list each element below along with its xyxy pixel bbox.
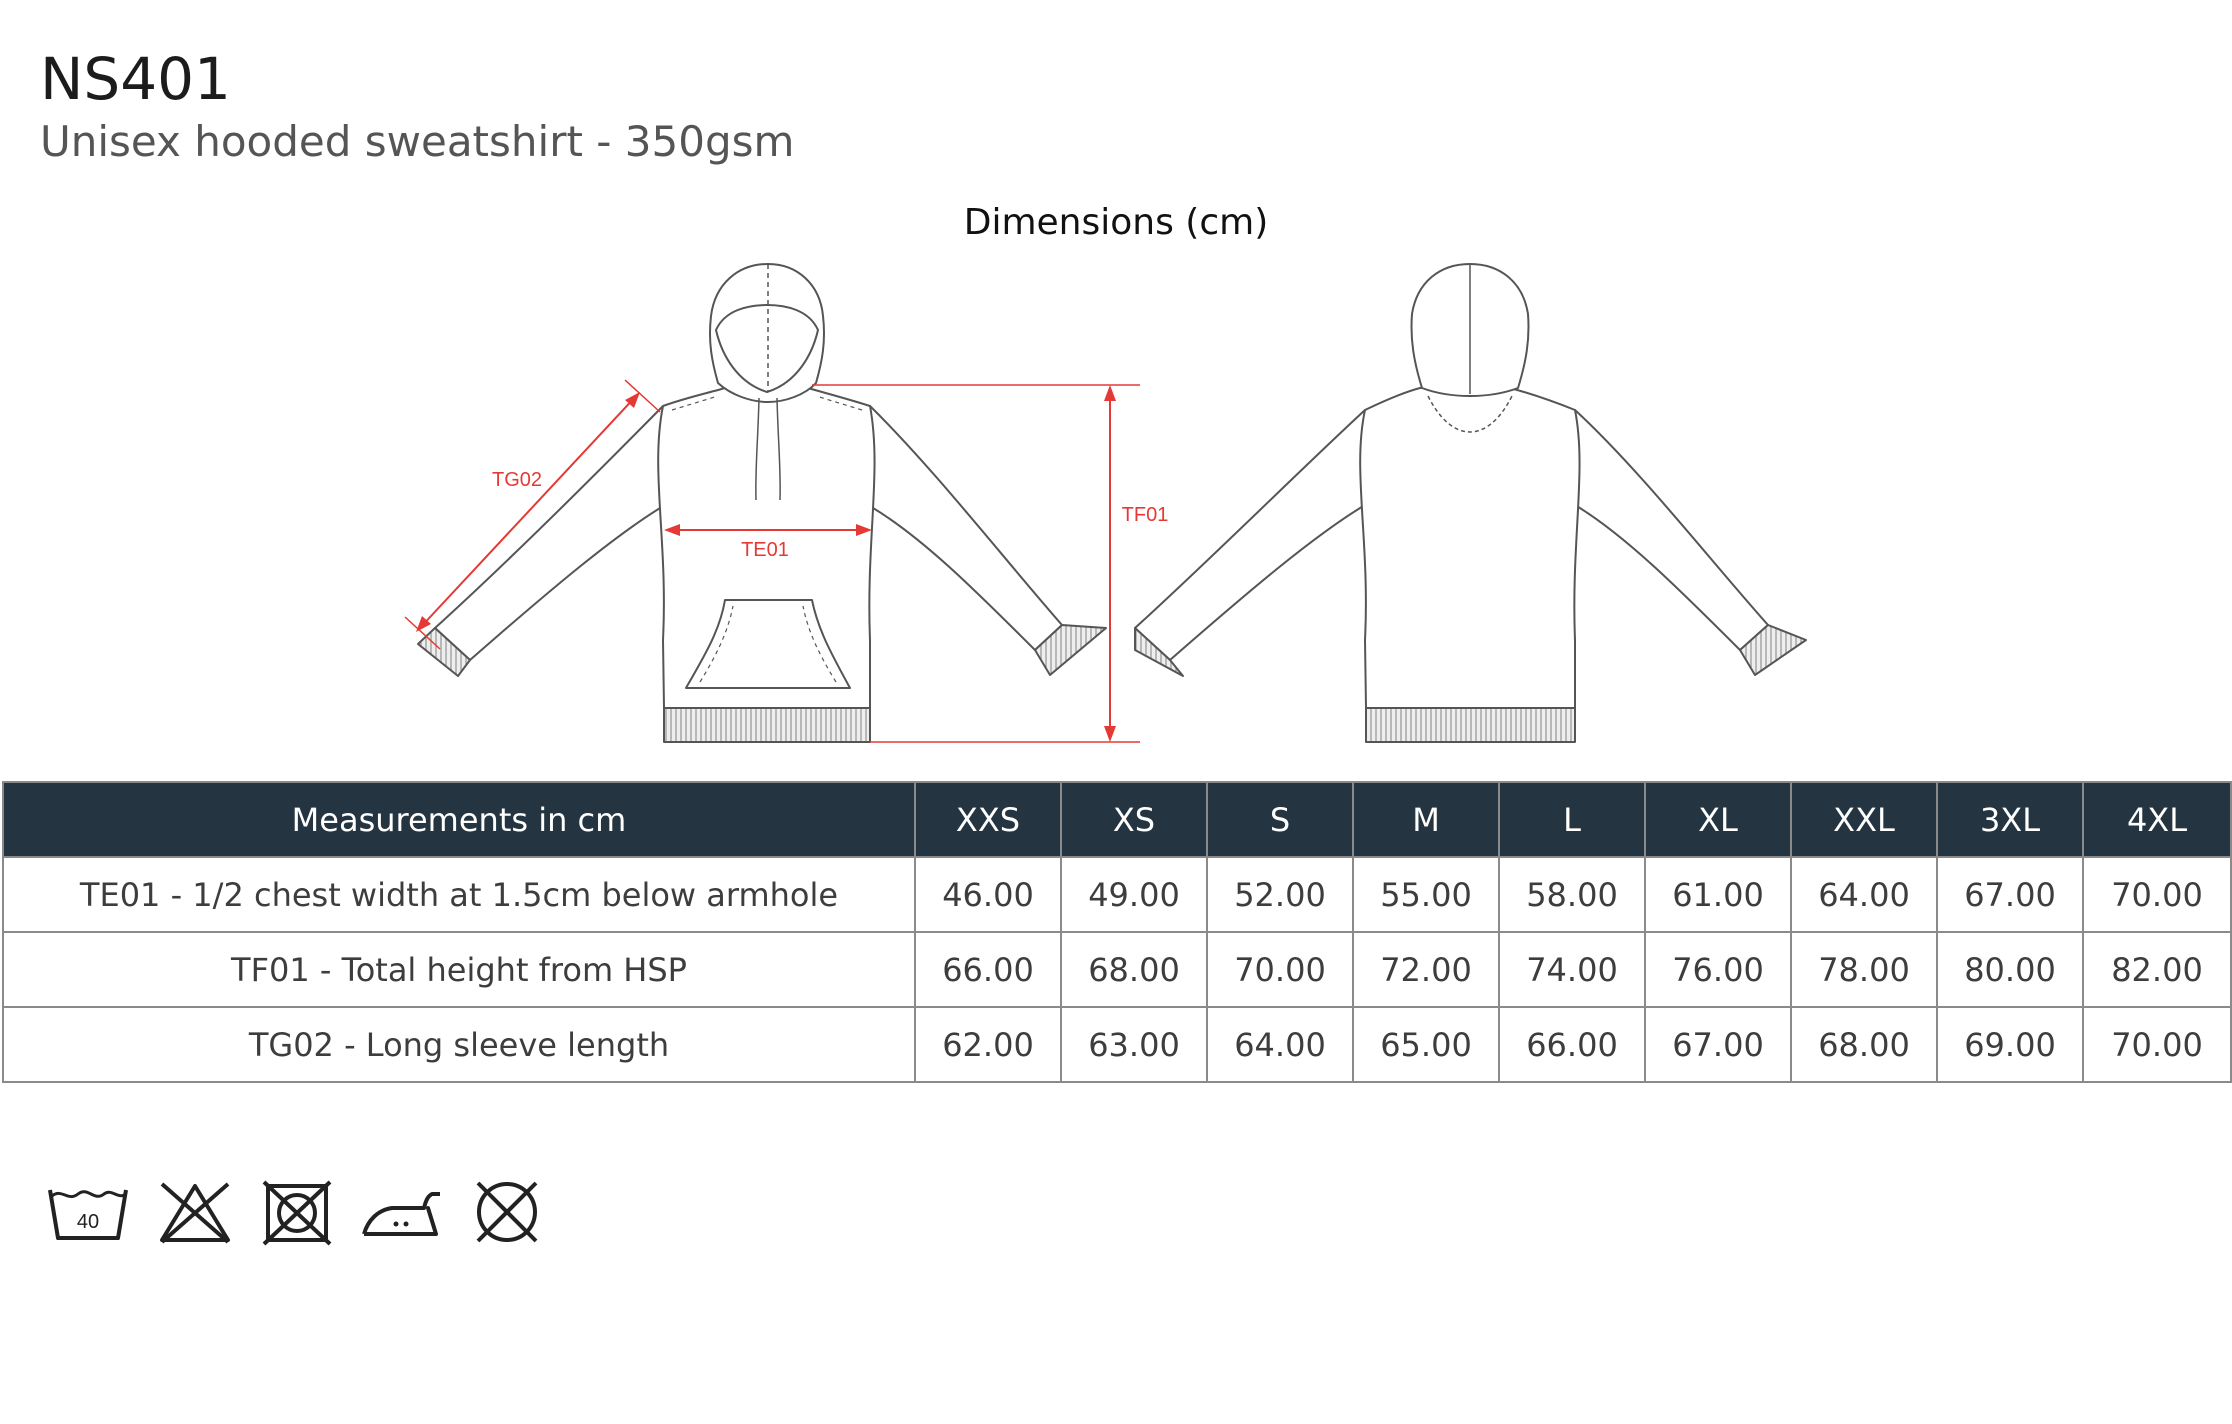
tf01-label: TF01 (1121, 504, 1169, 526)
table-row (3, 857, 2231, 932)
do-not-dry-clean-icon (470, 1177, 544, 1247)
header-size: L (1499, 782, 1645, 857)
table-header-row (3, 782, 2231, 857)
table-cell: 66.00 (915, 932, 1061, 1007)
header-measurements: Measurements in cm (3, 782, 915, 857)
table-cell: 65.00 (1353, 1007, 1499, 1082)
hoodie-front (418, 264, 1106, 742)
product-name: Unisex hooded sweatshirt - 350gsm (40, 117, 795, 166)
table-cell: 67.00 (1937, 857, 2083, 932)
dimensions-title: Dimensions (cm) (963, 202, 1269, 243)
table-cell: 80.00 (1937, 932, 2083, 1007)
wash-40-icon (46, 1180, 130, 1244)
table-cell: 70.00 (1207, 932, 1353, 1007)
table-cell: 55.00 (1353, 857, 1499, 932)
table-cell: 49.00 (1061, 857, 1207, 932)
row-label: TG02 - Long sleeve length (3, 1007, 915, 1082)
table-cell: 72.00 (1353, 932, 1499, 1007)
table-cell: 58.00 (1499, 857, 1645, 932)
hoodie-diagram (0, 250, 2232, 760)
table-cell: 76.00 (1645, 932, 1791, 1007)
header-size: M (1353, 782, 1499, 857)
table-cell: 82.00 (2083, 932, 2231, 1007)
table-cell: 64.00 (1791, 857, 1937, 932)
header-size: XL (1645, 782, 1791, 857)
header-size: XXS (915, 782, 1061, 857)
table-cell: 68.00 (1791, 1007, 1937, 1082)
header-size: 4XL (2083, 782, 2231, 857)
wash-temperature: 40 (76, 1211, 100, 1233)
do-not-tumble-dry-icon (260, 1178, 334, 1246)
care-instructions (46, 1178, 544, 1246)
table-cell: 66.00 (1499, 1007, 1645, 1082)
table-cell: 70.00 (2083, 857, 2231, 932)
table-row (3, 932, 2231, 1007)
table-cell: 64.00 (1207, 1007, 1353, 1082)
table-cell: 46.00 (915, 857, 1061, 932)
table-cell: 61.00 (1645, 857, 1791, 932)
header-size: S (1207, 782, 1353, 857)
table-cell: 74.00 (1499, 932, 1645, 1007)
hoodie-back (1135, 264, 1806, 742)
table-row (3, 1007, 2231, 1082)
row-label: TF01 - Total height from HSP (3, 932, 915, 1007)
header-size: 3XL (1937, 782, 2083, 857)
do-not-bleach-icon (156, 1178, 234, 1246)
table-cell: 68.00 (1061, 932, 1207, 1007)
table-cell: 78.00 (1791, 932, 1937, 1007)
header-size: XS (1061, 782, 1207, 857)
row-label: TE01 - 1/2 chest width at 1.5cm below armhole (3, 857, 915, 932)
iron-medium-icon (360, 1182, 444, 1242)
product-code: NS401 (40, 45, 231, 113)
table-cell: 62.00 (915, 1007, 1061, 1082)
table-cell: 63.00 (1061, 1007, 1207, 1082)
table-cell: 69.00 (1937, 1007, 2083, 1082)
tg02-label: TG02 (491, 469, 543, 491)
table-cell: 67.00 (1645, 1007, 1791, 1082)
table-cell: 70.00 (2083, 1007, 2231, 1082)
header-size: XXL (1791, 782, 1937, 857)
te01-label: TE01 (741, 539, 789, 561)
size-chart-table (2, 781, 2232, 1083)
table-cell: 52.00 (1207, 857, 1353, 932)
